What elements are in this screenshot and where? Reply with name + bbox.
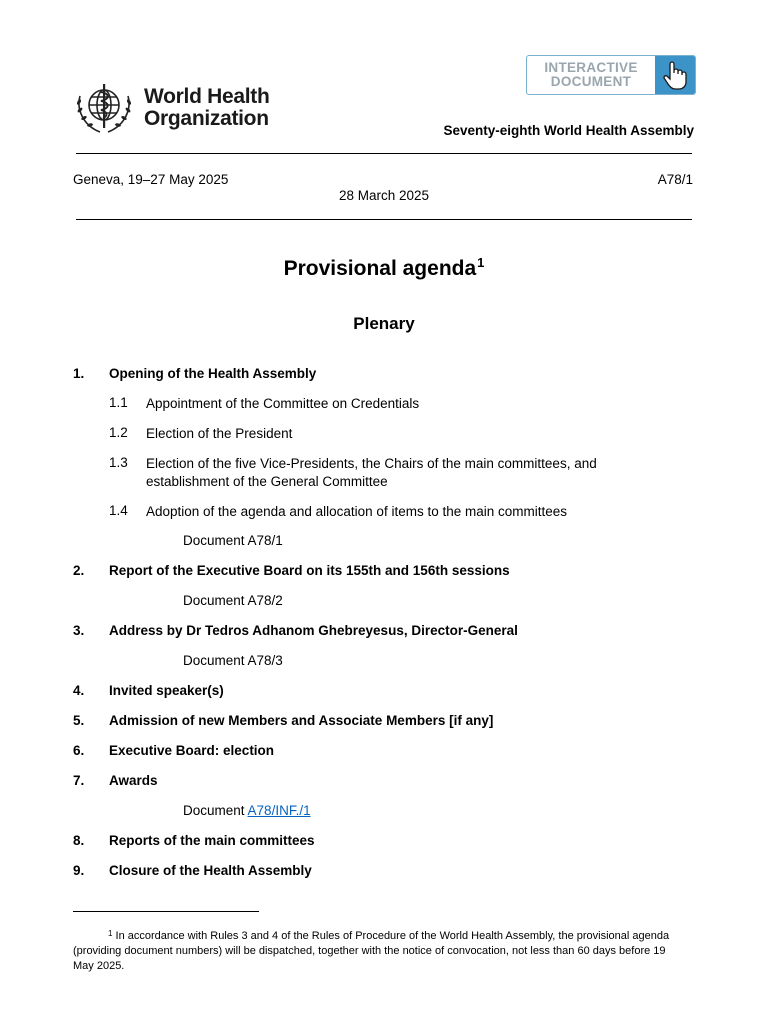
sub-item-number: 1.2 [109, 425, 128, 440]
who-emblem-icon [72, 78, 136, 138]
document-number: A78/1 [657, 172, 693, 187]
agenda-item-title: Executive Board: election [109, 743, 275, 758]
footnote-marker: 1 [108, 929, 113, 938]
interactive-document-badge[interactable] [526, 55, 696, 95]
agenda-item-title: Address by Dr Tedros Adhanom Ghebreyesus, Director-General [109, 623, 518, 638]
agenda-item-title: Reports of the main committees [109, 833, 315, 848]
agenda-item-title: Awards [109, 773, 158, 788]
sub-item-title: Appointment of the Committee on Credentials [146, 396, 420, 411]
assembly-title: Seventy-eighth World Health Assembly [443, 123, 694, 138]
agenda-item-number: 8. [73, 833, 85, 848]
agenda-item-title: Closure of the Health Assembly [109, 863, 312, 878]
org-name [144, 86, 270, 130]
pointer-hand-icon [655, 56, 695, 94]
title-footnote-ref[interactable]: 1 [477, 255, 485, 270]
document-link[interactable]: A78/INF./1 [247, 803, 311, 818]
document-date: 28 March 2025 [338, 188, 430, 203]
org-name-line2: Organization [144, 107, 269, 130]
org-name-line1: World Health [144, 85, 270, 108]
agenda-item-number: 5. [73, 713, 85, 728]
sub-item-number: 1.3 [109, 455, 128, 470]
who-logo [72, 78, 272, 138]
footnote [73, 926, 673, 974]
footnote-text: In accordance with Rules 3 and 4 of the Rules of Procedure of the World Health Assembly, the provisional agenda (providing document numbers) will be dispatched, together with the notice of convocation, not less than 60 days before 19 May 2025. [73, 930, 670, 972]
agenda-item-title: Admission of new Members and Associate Members [if any] [109, 713, 494, 728]
agenda-item-title: Invited speaker(s) [109, 683, 224, 698]
section-heading: Plenary [353, 314, 415, 333]
agenda-item-number: 7. [73, 773, 85, 788]
agenda-item-number: 9. [73, 863, 85, 878]
header-rule [76, 153, 692, 154]
footnote-separator [73, 911, 259, 912]
sub-item-title: Election of the five Vice-Presidents, the Chairs of the main committees, and establishment of the General Committee [146, 456, 597, 489]
agenda-item-number: 2. [73, 563, 85, 578]
agenda-item-title: Opening of the Health Assembly [109, 366, 317, 381]
location-dates: Geneva, 19–27 May 2025 [73, 172, 229, 187]
document-reference: Document A78/1 [183, 533, 283, 548]
document-reference: Document A78/2 [183, 593, 283, 608]
sub-item-title: Election of the President [146, 426, 293, 441]
agenda-item-number: 6. [73, 743, 85, 758]
document-reference: Document A78/INF./1 [183, 803, 311, 818]
badge-line2: DOCUMENT [550, 74, 632, 89]
sub-item-title: Adoption of the agenda and allocation of items to the main committees [146, 504, 568, 519]
sub-item-number: 1.1 [109, 395, 128, 410]
agenda-item-number: 3. [73, 623, 85, 638]
sub-item-number: 1.4 [109, 503, 128, 518]
agenda-item-number: 4. [73, 683, 85, 698]
meta-rule [76, 219, 692, 220]
badge-line1: INTERACTIVE [544, 60, 638, 75]
agenda-item-title: Report of the Executive Board on its 155th and 156th sessions [109, 563, 510, 578]
agenda-item-number: 1. [73, 366, 85, 381]
document-reference: Document A78/3 [183, 653, 283, 668]
page-title: Provisional agenda$^1$ [283, 255, 485, 280]
